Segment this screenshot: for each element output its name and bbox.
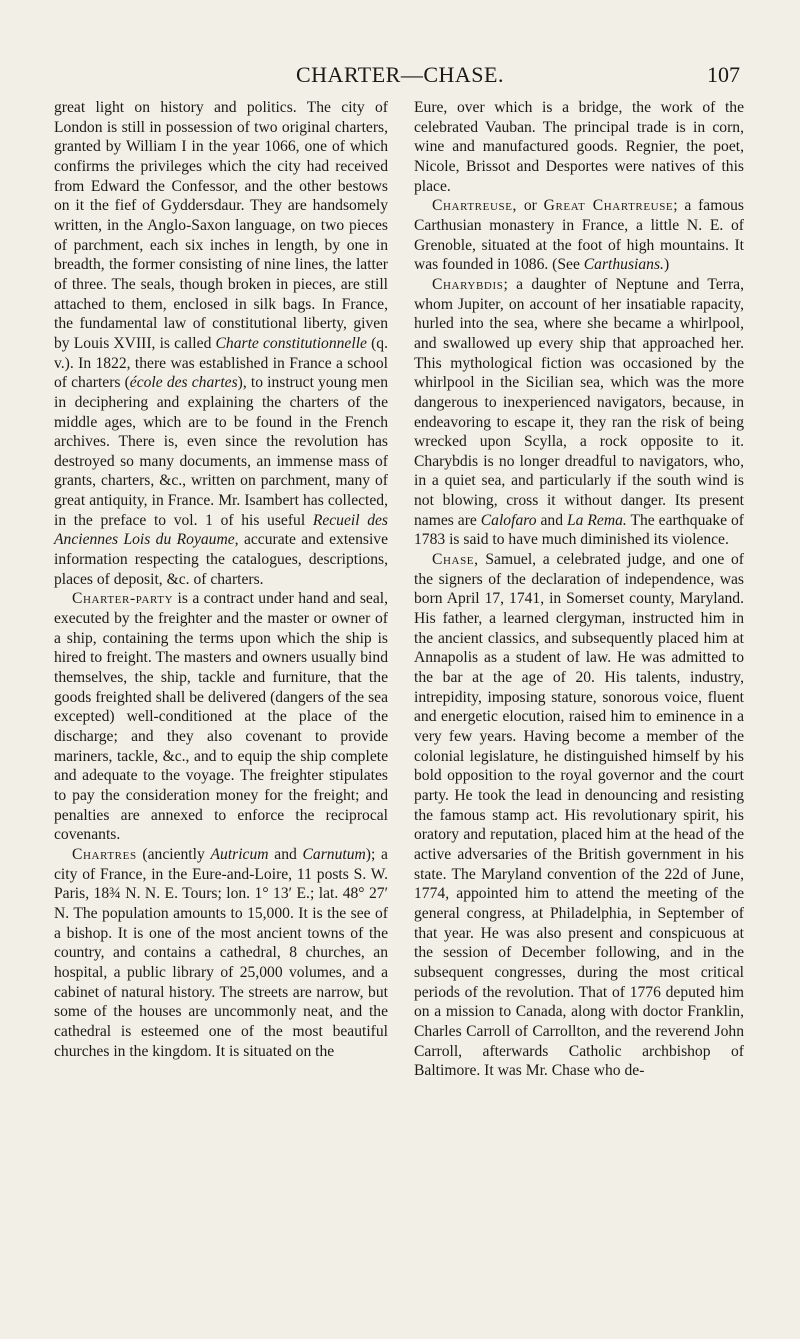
paragraph-chartres-continued: Eure, over which is a bridge, the work of the celebrated Vauban. The principal trade is in corn, wine and manufactured goods. Regnier, the poet, Nicole, Brissot and Desportes were natives of this place. bbox=[414, 99, 744, 195]
entry-heading: Charter-party bbox=[72, 590, 174, 608]
paragraph-charter-continued: great light on history and politics. The city of London is still in possession of two original charters, granted by William I in the year 1066, one of which confirms the privileges which the city had received from Edward the Confessor, and the other bestows on it the fief of Gyddersdaur. They are handsomely written, in the Anglo-Saxon language, on two pieces of parchment, each six inches in length, by one in breadth, the former consisting of nine lines, the latter of three. The seals, though broken in pieces, are still attached to them, enclosed in silk bags. In France, the fundamental law of constitutional liberty, given by Louis XVIII, is called Charte constitutionnelle (q. v.). In 1822, there was established in France a school of charters (école des chartes), to instruct young men in deciphering and explaining the charters of the middle ages, which are to be found in the French archives. There is, even since the revolution has destroyed so many documents, an immense mass of grants, charters, &c., written on parchment, many of great antiquity, in France. Mr. Isambert has collected, in the preface to vol. 1 of his useful Recueil des Anciennes Lois du Royaume, accurate and extensive information respecting the catalogues, descriptions, places of deposit, &c. of charters. bbox=[54, 99, 389, 588]
entry-charter-party: Charter-party is a contract under hand and seal, executed by the freighter and the master or owner of a ship, containing the terms upon which the ship is hired to freight. The masters and owners usually bind themselves, the ship, tackle and furniture, that the goods freighted shall be delivered (dangers of the sea excepted) well-conditioned at the place of the discharge; and they also covenant to provide mariners, tackle, &c., and to equip the ship complete and adequate to the voyage. The freighter stipulates to pay the consideration money for the freight; and penalties are annexed to enforce the reciprocal covenants. bbox=[54, 590, 389, 844]
entry-heading: Chase, bbox=[432, 551, 479, 569]
page-number: 107 bbox=[707, 62, 740, 87]
entry-heading: Chartreuse, bbox=[432, 197, 518, 215]
entry-chartreuse: Chartreuse, or Great Chartreuse; a famous Carthusian monastery in France, a little N. E. of Grenoble, situated at the foot of high mountains. It was founded in 1086. (See Carthusians.) bbox=[414, 197, 744, 274]
right-column bbox=[414, 98, 744, 1081]
entry-heading: Charybdis bbox=[432, 275, 504, 293]
entry-chase: Chase, Samuel, a celebrated judge, and one of the signers of the declaration of independence, was born April 17, 1741, in Somerset county, Maryland. His father, a learned clergyman, instructed him in the ancient classics, and subsequently placed him at Annapolis as a student of law. He was admitted to the bar at the age of 20. His talents, industry, intrepidity, imposing stature, sonorous voice, fluent and energetic elocution, raised him to eminence in a very few years. Having become a member of the colonial legislature, he distinguished himself by his bold opposition to the royal governor and the court party. He took the lead in denouncing and resisting the famous stamp act. His revolutionary spirit, his oratory and reputation, placed him at the head of the active adversaries of the British government in his state. The Maryland convention of the 22d of June, 1774, appointed him to attend the meeting of the general congress, at Philadelphia, in September of that year. He was also present and conspicuous at the session of December following, and in the subsequent congresses, during the most critical periods of the revolution. That of 1776 deputed him on a mission to Canada, along with doctor Franklin, Charles Carroll of Carrollton, and the reverend John Carroll, afterwards Catholic archbishop of Baltimore. It was Mr. Chase who de- bbox=[414, 551, 745, 1080]
left-column bbox=[54, 98, 388, 1061]
running-header bbox=[0, 62, 800, 92]
entry-heading: Chartres bbox=[72, 845, 137, 863]
page-title: CHARTER—CHASE. bbox=[296, 62, 504, 87]
entry-charybdis: Charybdis; a daughter of Neptune and Terra, whom Jupiter, on account of her insatiable rapacity, hurled into the sea, where she became a whirlpool, and swallowed up every ship that approached her. This mythological fiction was occasioned by the whirlpool in the Sicilian sea, which was the more dangerous to inexperienced navigators, because, in endeavoring to escape it, they ran the risk of being wrecked upon Scylla, a rock opposite to it. Charybdis is no longer dreadful to navigators, who, in a quiet sea, and particularly if the south wind is not blowing, cross it without danger. Its present names are Calofaro and La Rema. The earthquake of 1783 is said to have much diminished its violence. bbox=[414, 275, 744, 549]
entry-chartres: Chartres (anciently Autricum and Carnutum); a city of France, in the Eure-and-Loire, 11 posts S. W. Paris, 18¾ N. N. E. Tours; lon. 1° 13′ E.; lat. 48° 27′ N. The population amounts to 15,000. It is the see of a bishop. It is one of the most ancient towns of the country, and contains a cathedral, 8 churches, an hospital, a public library of 25,000 volumes, and a cabinet of natural history. The streets are narrow, but some of the houses are uncommonly neat, and the cathedral is esteemed one of the most beautiful churches in the kingdom. It is situated on the bbox=[54, 845, 388, 1060]
